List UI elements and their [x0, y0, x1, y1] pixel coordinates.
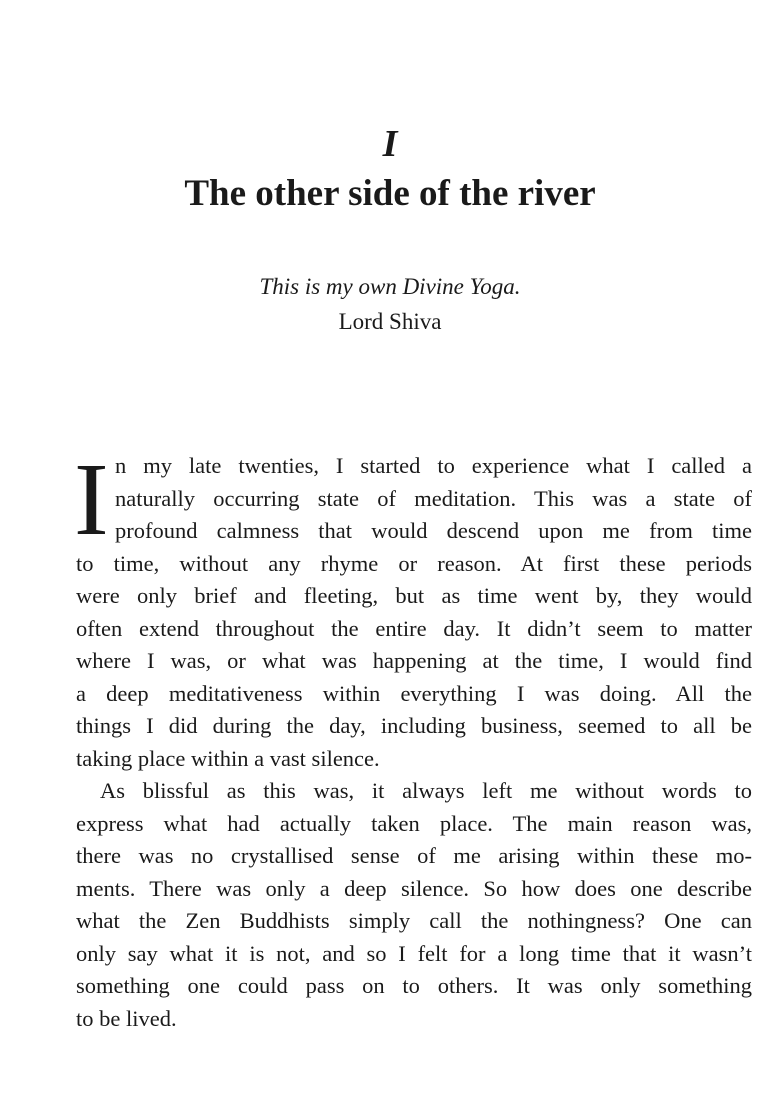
- drop-cap: I: [74, 442, 109, 557]
- text-line: there was no crystallised sense of me arising within these mo-: [76, 843, 752, 868]
- text-line: a deep meditativeness within everything I was doing. All the: [76, 680, 752, 706]
- text-line: something one could pass on to others. It was only something: [76, 973, 752, 998]
- text-line: to be lived.: [76, 1005, 177, 1031]
- text-line: As blissful as this was, it always left me without words to: [100, 778, 752, 803]
- epigraph-author: Lord Shiva: [338, 309, 442, 334]
- text-line: naturally occurring state of meditation. This was a state of: [115, 485, 752, 511]
- text-line: taking place within a vast silence.: [76, 745, 380, 771]
- text-line: what the Zen Buddhists simply call the nothingness? One can: [76, 908, 752, 933]
- text-line: ments. There was only a deep silence. So how does one describe: [76, 875, 752, 901]
- text-line: n my late twenties, I started to experience what I called a: [115, 453, 752, 478]
- chapter-number: I: [382, 123, 398, 165]
- text-line: where I was, or what was happening at the time, I would find: [76, 648, 752, 673]
- text-line: to time, without any rhyme or reason. At first these periods: [76, 550, 752, 576]
- text-line: profound calmness that would descend upon me from time: [115, 518, 752, 543]
- chapter-title: The other side of the river: [184, 173, 596, 214]
- text-line: often extend throughout the entire day. It didn’t seem to matter: [76, 615, 752, 641]
- text-line: were only brief and fleeting, but as time went by, they would: [76, 583, 752, 608]
- text-line: things I did during the day, including business, seemed to all be: [76, 713, 752, 738]
- epigraph-quote: This is my own Divine Yoga.: [259, 274, 521, 299]
- text-line: express what had actually taken place. The main reason was,: [76, 810, 752, 836]
- text-line: only say what it is not, and so I felt for a long time that it wasn’t: [76, 940, 752, 966]
